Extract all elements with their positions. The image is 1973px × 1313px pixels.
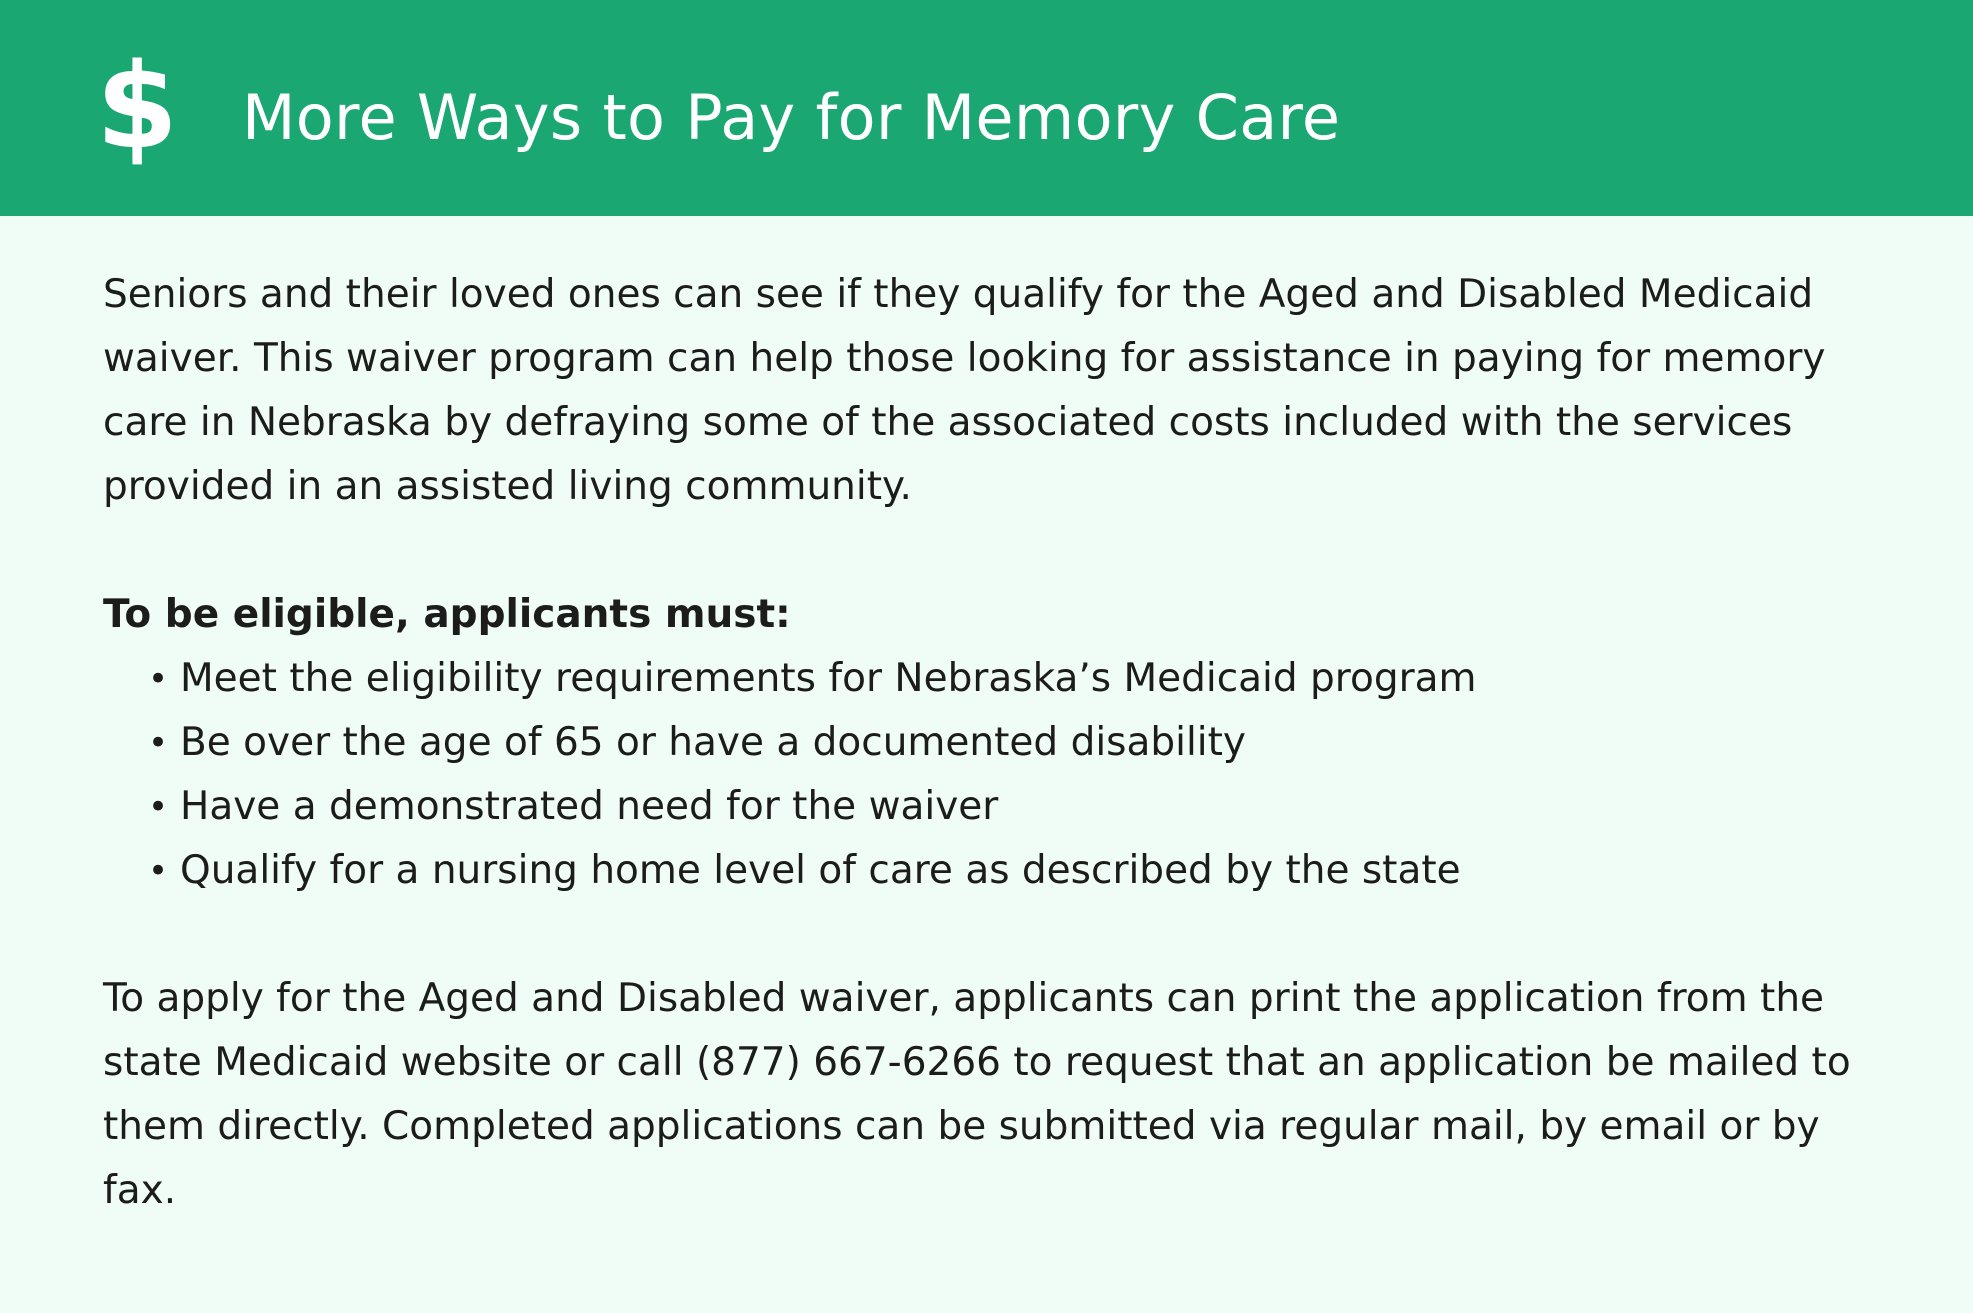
list-item xyxy=(148,647,1883,711)
list-item xyxy=(148,775,1883,839)
bullet-icon: • xyxy=(148,851,169,891)
intro-paragraph: Seniors and their loved ones can see if they qualify for the Aged and Disabled Medicaid waiver. This waiver program can help those looking for assistance in paying for memory care in Nebraska by defraying some of the associated costs included with the services provided in an assisted living community. xyxy=(103,272,1826,509)
bullet-icon: • xyxy=(148,659,169,699)
requirement-text: Be over the age of 65 or have a documented disability xyxy=(180,720,1247,765)
content-body xyxy=(103,263,1883,1223)
bullet-icon: • xyxy=(148,723,169,763)
page-title: More Ways to Pay for Memory Care xyxy=(242,81,1341,154)
list-item xyxy=(148,839,1883,903)
requirements-list xyxy=(103,647,1883,903)
requirement-text: Qualify for a nursing home level of care as described by the state xyxy=(180,848,1461,893)
bullet-icon: • xyxy=(148,787,169,827)
requirement-text: Meet the eligibility requirements for Nebraska’s Medicaid program xyxy=(180,656,1477,701)
dollar-sign-icon: $ xyxy=(96,37,179,175)
list-item xyxy=(148,711,1883,775)
eligibility-heading: To be eligible, applicants must: xyxy=(103,592,791,637)
header-bar xyxy=(0,0,1973,216)
closing-paragraph: To apply for the Aged and Disabled waiver, applicants can print the application from the state Medicaid website or call (877) 667-6266 to request that an application be mailed to them directly. Completed applications can be submitted via regular mail, by email or by fax. xyxy=(103,976,1851,1213)
requirement-text: Have a demonstrated need for the waiver xyxy=(180,784,999,829)
